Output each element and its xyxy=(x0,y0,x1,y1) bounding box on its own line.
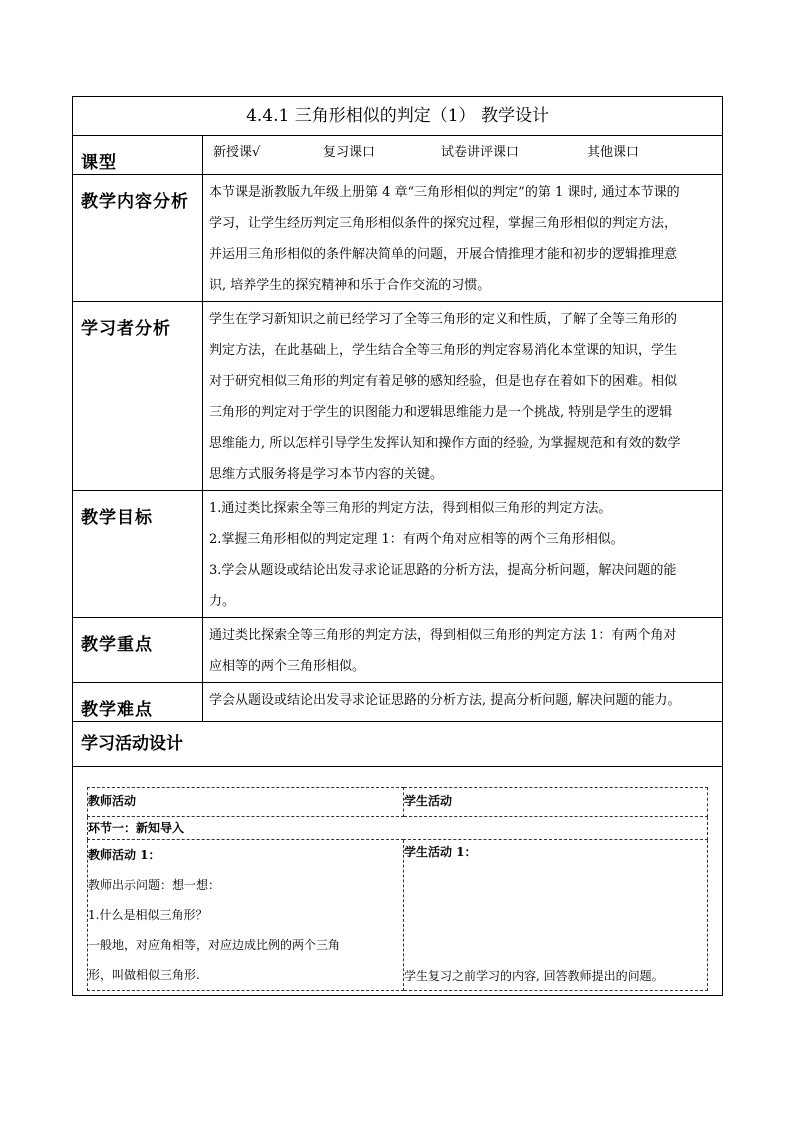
learner-analysis-line: 对于研究相似三角形的判定有着足够的感知经验，但是也存在着如下的困难。相似 xyxy=(209,374,678,389)
difficulties-line: 学会从题设或结论出发寻求论证思路的分析方法, 提高分析问题, 解决问题的能力。 xyxy=(209,693,681,708)
content-analysis-label: 教学内容分析 xyxy=(73,175,203,302)
teacher-activity-line: 一般地，对应角相等，对应边成比例的两个三角 xyxy=(88,938,341,952)
teacher-activity-line: 形，叫做相似三角形. xyxy=(88,968,200,982)
student-activity-cell xyxy=(404,840,708,991)
teacher-activity-line: 1.什么是相似三角形？ xyxy=(88,908,208,922)
document-title: 4.4.1 三角形相似的判定（1） 教学设计 xyxy=(73,97,723,136)
content-analysis-line: 识, 培养学生的探究精神和乐于合作交流的习惯。 xyxy=(209,278,491,293)
stage-title: 环节一：新知导入 xyxy=(88,817,708,840)
content-analysis-text xyxy=(203,175,723,302)
student-activity-header: 学生活动 xyxy=(404,788,708,817)
lesson-type-options xyxy=(203,136,723,175)
objective-item: 1.通过类比探索全等三角形的判定方法，得到相似三角形的判定方法。 xyxy=(209,501,612,516)
objectives-label: 教学目标 xyxy=(73,491,203,618)
teacher-activity-line: 教师出示问题：想一想： xyxy=(88,878,221,892)
teacher-activity-cell xyxy=(88,840,404,991)
lesson-type-exam-review: 试卷讲评课口 xyxy=(441,145,520,160)
teacher-activity-header: 教师活动 xyxy=(88,788,404,817)
activity-design-area xyxy=(73,767,723,996)
lesson-type-new: 新授课√ xyxy=(213,145,261,160)
key-points-text xyxy=(203,618,723,683)
objectives-text xyxy=(203,491,723,618)
lesson-type-other: 其他课口 xyxy=(587,145,640,160)
learner-analysis-line: 三角形的判定对于学生的识图能力和逻辑思维能力是一个挑战, 特别是学生的逻辑 xyxy=(209,405,673,420)
objective-item: 力。 xyxy=(209,594,236,609)
content-analysis-line: 学习，让学生经历判定三角形相似条件的探究过程，掌握三角形相似的判定方法， xyxy=(209,216,678,231)
difficulties-label: 教学难点 xyxy=(73,683,203,722)
difficulties-text xyxy=(203,683,723,722)
objective-item: 3.学会从题设或结论出发寻求论证思路的分析方法，提高分析问题，解决问题的能 xyxy=(209,563,677,578)
student-activity-text: 学生复习之前学习的内容, 回答教师提出的问题。 xyxy=(404,969,664,983)
objective-item: 2.掌握三角形相似的判定定理 1：有两个角对应相等的两个三角形相似。 xyxy=(209,532,624,547)
student-activity-title: 学生活动 1： xyxy=(404,845,477,859)
learner-analysis-label: 学习者分析 xyxy=(73,302,203,491)
lesson-plan-table xyxy=(72,96,723,996)
learner-analysis-line: 学生在学习新知识之前已经学习了全等三角形的定义和性质，了解了全等三角形的 xyxy=(209,312,678,327)
content-analysis-line: 并运用三角形相似的条件解决简单的问题，开展合情推理才能和初步的逻辑推理意 xyxy=(209,247,678,262)
teacher-activity-title: 教师活动 1： xyxy=(88,848,161,862)
lesson-type-review: 复习课口 xyxy=(323,145,376,160)
learner-analysis-line: 思维能力, 所以怎样引导学生发挥认知和操作方面的经验, 为掌握规范和有效的数学 xyxy=(209,436,681,451)
activity-section-title: 学习活动设计 xyxy=(73,722,723,767)
lesson-plan-sheet xyxy=(72,96,722,996)
activity-table xyxy=(87,787,708,991)
content-analysis-line: 本节课是浙教版九年级上册第 4 章“三角形相似的判定”的第 1 课时, 通过本节课的 xyxy=(209,185,680,200)
key-points-line: 通过类比探索全等三角形的判定方法，得到相似三角形的判定方法 1：有两个角对 xyxy=(209,628,677,643)
key-points-label: 教学重点 xyxy=(73,618,203,683)
learner-analysis-line: 判定方法，在此基础上，学生结合全等三角形的判定容易消化本堂课的知识，学生 xyxy=(209,343,678,358)
lesson-type-label: 课型 xyxy=(73,136,203,175)
learner-analysis-text xyxy=(203,302,723,491)
learner-analysis-line: 思维方式服务将是学习本节内容的关键。 xyxy=(209,467,444,482)
key-points-line: 应相等的两个三角形相似。 xyxy=(209,659,366,674)
